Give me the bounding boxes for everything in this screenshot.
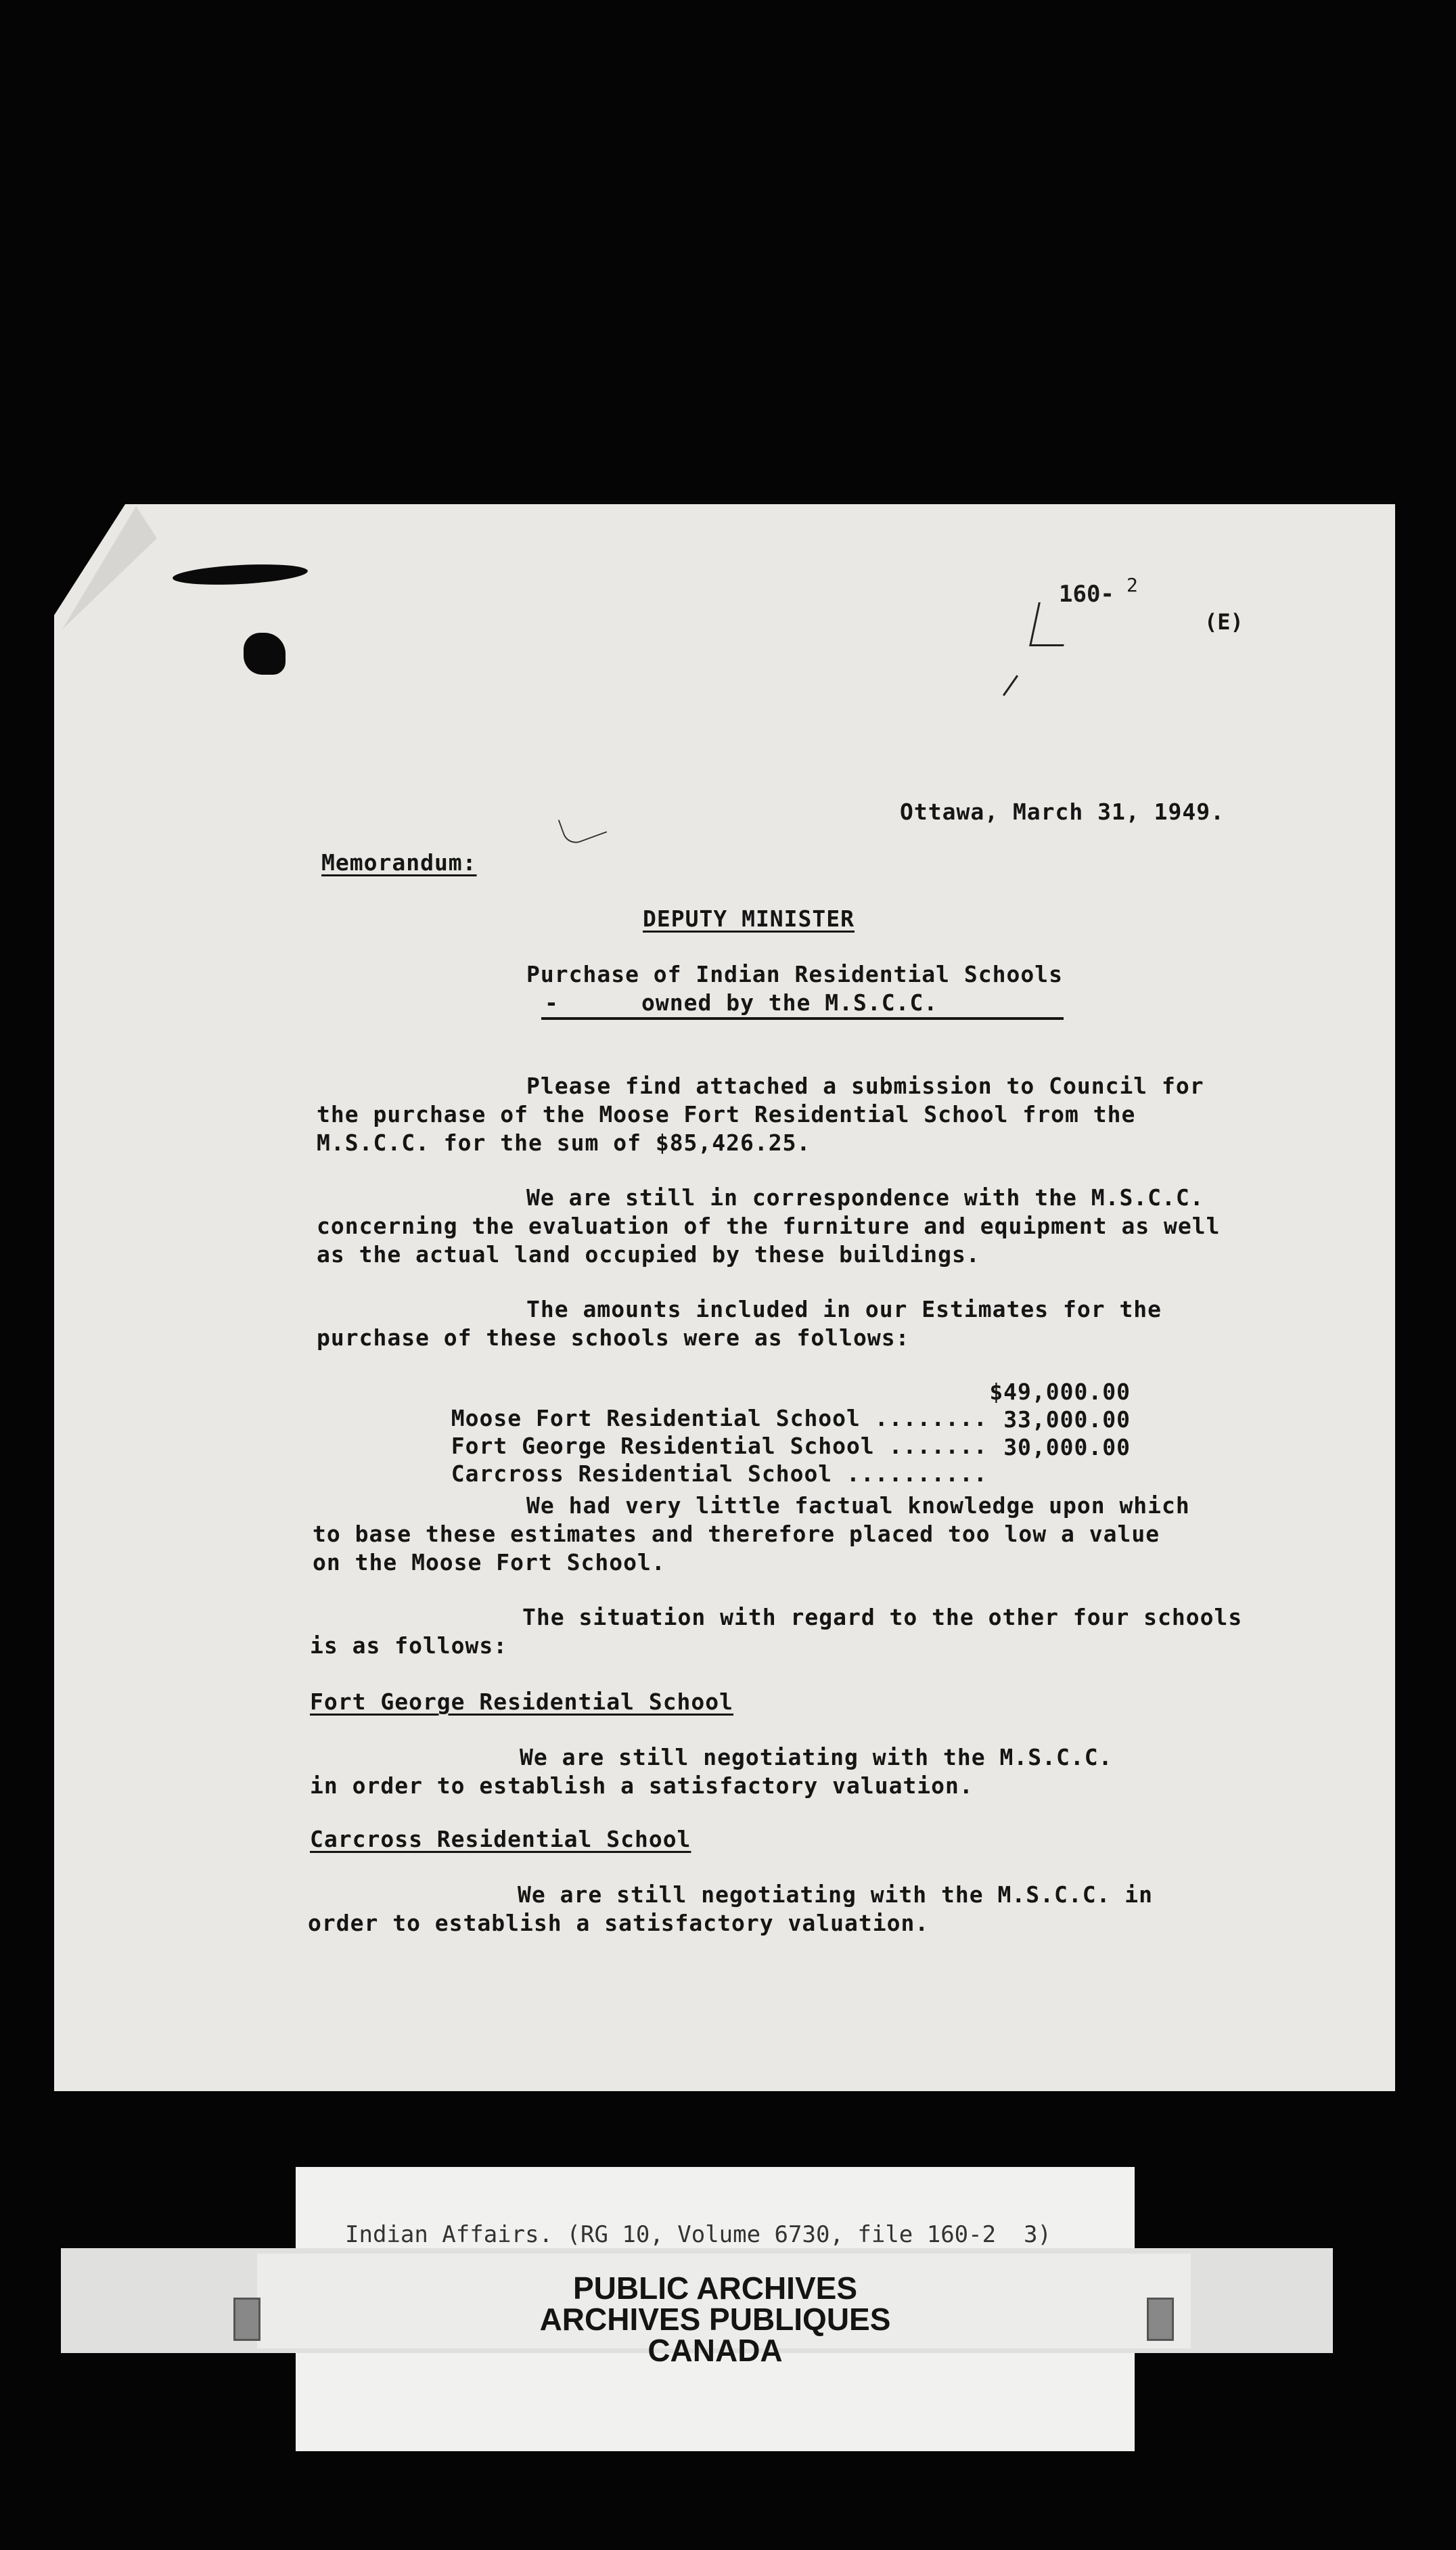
paragraph-4-line-2: to base these estimates and therefore placed too low a value — [313, 1521, 1160, 1547]
paragraph-2-line-2: concerning the evaluation of the furniture and equipment as well — [317, 1213, 1221, 1239]
paragraph-1-line-2: the purchase of the Moose Fort Residential School from the — [317, 1101, 1136, 1127]
subject-dash: - — [545, 989, 559, 1016]
clip-left-icon — [233, 2298, 260, 2341]
section-2-line-1: We are still negotiating with the M.S.C.C. in — [518, 1881, 1154, 1908]
archive-reference: Indian Affairs. (RG 10, Volume 6730, file 160-2 3) — [345, 2221, 1051, 2248]
paragraph-3-line-1: The amounts included in our Estimates for the — [526, 1296, 1162, 1322]
section-1-line-1: We are still negotiating with the M.S.C.C. — [520, 1744, 1113, 1770]
subject-underline — [541, 1017, 1064, 1020]
memo-date: Ottawa, March 31, 1949. — [900, 799, 1225, 825]
subject-line-1: Purchase of Indian Residential Schools — [526, 961, 1063, 987]
paragraph-5-line-1: The situation with regard to the other four schools — [522, 1604, 1243, 1630]
section-2-line-2: order to establish a satisfactory valuation. — [308, 1910, 930, 1936]
document-code: (E) — [1204, 609, 1244, 635]
paragraph-5-line-2: is as follows: — [310, 1632, 508, 1659]
paragraph-3-line-2: purchase of these schools were as follows: — [317, 1324, 910, 1351]
memo-recipient: DEPUTY MINISTER — [643, 905, 855, 932]
paragraph-4-line-3: on the Moose Fort School. — [313, 1549, 666, 1575]
archive-title-line-1: PUBLIC ARCHIVES — [573, 2271, 857, 2306]
estimate-amount: 33,000.00 — [1003, 1406, 1131, 1433]
estimate-amount: 30,000.00 — [1003, 1434, 1131, 1460]
section-heading-carcross: Carcross Residential School — [310, 1826, 691, 1852]
punch-mark — [244, 633, 286, 675]
paragraph-1-line-3: M.S.C.C. for the sum of $85,426.25. — [317, 1129, 811, 1156]
archive-title-line-3: CANADA — [647, 2333, 783, 2368]
archive-title-line-2: ARCHIVES PUBLIQUES — [539, 2302, 891, 2337]
subject-line-2: owned by the M.S.C.C. — [641, 989, 938, 1016]
paragraph-4-line-1: We had very little factual knowledge upon which — [526, 1492, 1190, 1519]
file-number-superscript: 2 — [1127, 574, 1138, 596]
clip-right-icon — [1147, 2298, 1174, 2341]
paragraph-2-line-3: as the actual land occupied by these buildings. — [317, 1241, 980, 1268]
paragraph-2-line-1: We are still in correspondence with the M.S.C.C. — [526, 1184, 1204, 1211]
estimate-label: Fort George Residential School ....... — [451, 1433, 988, 1459]
file-number: 160- — [1059, 581, 1114, 608]
section-heading-fort-george: Fort George Residential School — [310, 1688, 734, 1715]
section-1-line-2: in order to establish a satisfactory valuation. — [310, 1772, 974, 1799]
paragraph-1-line-1: Please find attached a submission to Council for — [526, 1073, 1204, 1099]
estimate-label: Moose Fort Residential School ........ — [451, 1405, 988, 1431]
estimate-label: Carcross Residential School .......... — [451, 1460, 988, 1487]
estimate-amount: $49,000.00 — [989, 1379, 1131, 1405]
memo-type: Memorandum: — [321, 849, 477, 876]
